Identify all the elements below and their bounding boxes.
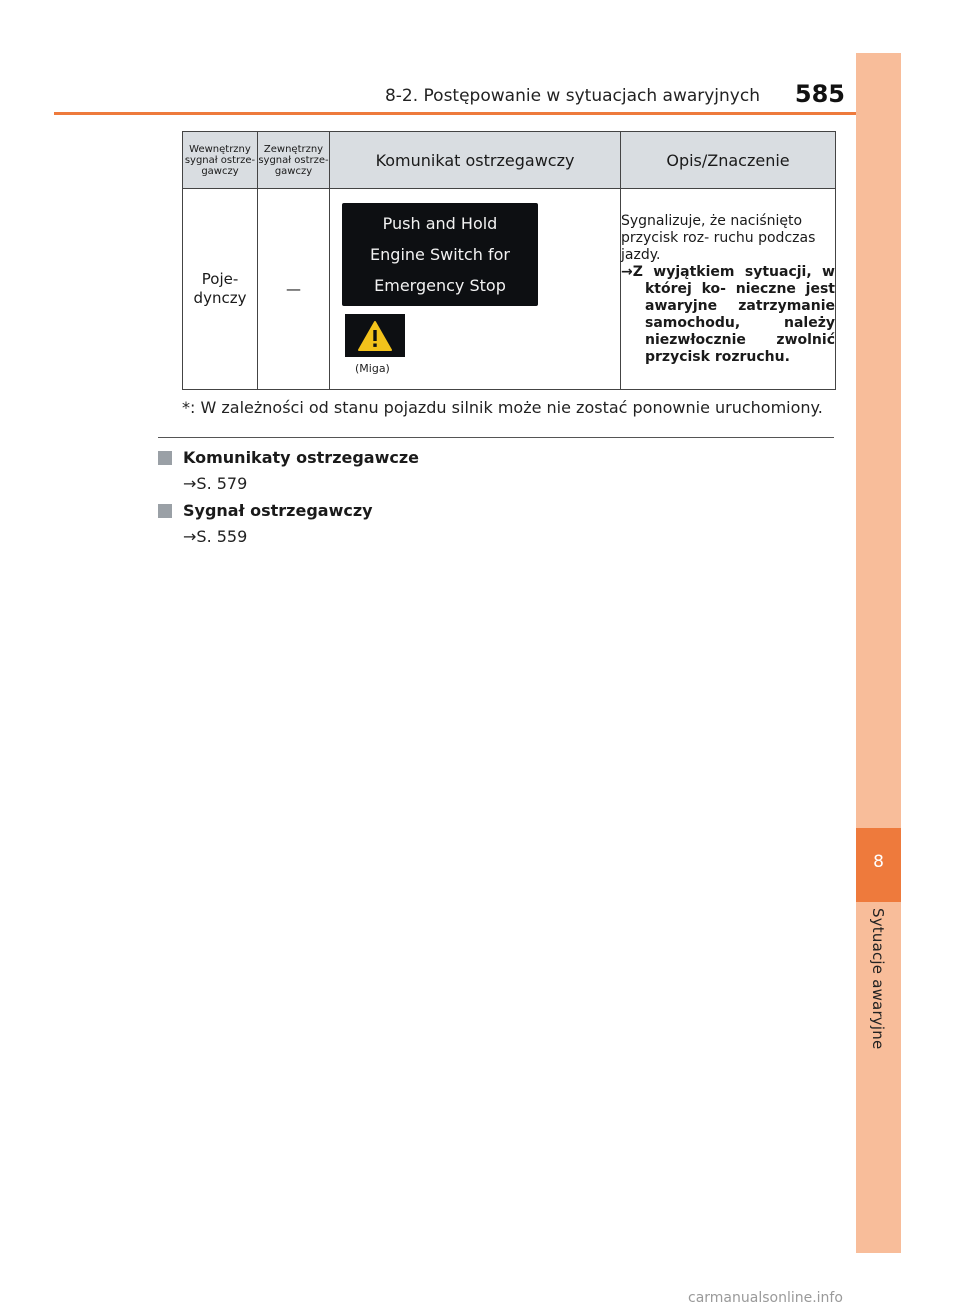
message-graphics (182, 131, 835, 390)
watermark: carmanualsonline.info (688, 1290, 843, 1306)
header-description: Opis/Znaczenie (621, 132, 836, 189)
list-item (158, 448, 419, 467)
page-number: 585 (794, 80, 845, 108)
chapter-number: 8 (873, 852, 884, 872)
blink-note: (Miga) (355, 362, 390, 375)
page-header (54, 80, 900, 114)
page-reference-link[interactable]: →S. 579 (183, 474, 248, 493)
internal-signal-value: Poje- dynczy (183, 189, 258, 390)
chapter-title: Sytuacje awaryjne (869, 908, 887, 1050)
warning-triangle-icon-svg (357, 320, 393, 352)
header-warning-message: Komunikat ostrzegawczy (330, 132, 621, 189)
footnote: *: W zależności od stanu pojazdu silnik może nie zostać ponownie uruchomiony. (182, 398, 823, 417)
item-title: Sygnał ostrzegawczy (183, 501, 373, 520)
header-internal-signal: Wewnętrzny sygnał ostrze- gawczy (183, 132, 258, 189)
square-bullet-icon (158, 451, 172, 465)
dashboard-message-display (342, 203, 538, 306)
section-divider (158, 437, 834, 438)
square-bullet-icon (158, 504, 172, 518)
description-main: Sygnalizuje, że naciśnięto przycisk roz- ruchu podczas jazdy. (621, 212, 816, 263)
warning-triangle-icon (345, 314, 405, 357)
item-title: Komunikaty ostrzegawcze (183, 448, 420, 467)
display-line-2: Engine Switch for (370, 245, 510, 264)
header-rule (54, 112, 900, 115)
display-line-1: Push and Hold (382, 214, 498, 233)
external-signal-value: — (258, 189, 330, 390)
chapter-side-tab (856, 53, 901, 1253)
section-title: 8-2. Postępowanie w sytuacjach awaryjnych (384, 86, 760, 106)
list-item (158, 501, 373, 520)
page-reference-link[interactable]: →S. 559 (183, 527, 248, 546)
description-bold: →Z wyjątkiem sytuacji, w której ko- nieczne jest awaryjne zatrzymanie samochodu, należy niezwłocznie zwolnić przycisk rozruchu. (621, 263, 835, 365)
display-line-3: Emergency Stop (374, 276, 506, 295)
header-external-signal: Zewnętrzny sygnał ostrze- gawczy (258, 132, 330, 189)
